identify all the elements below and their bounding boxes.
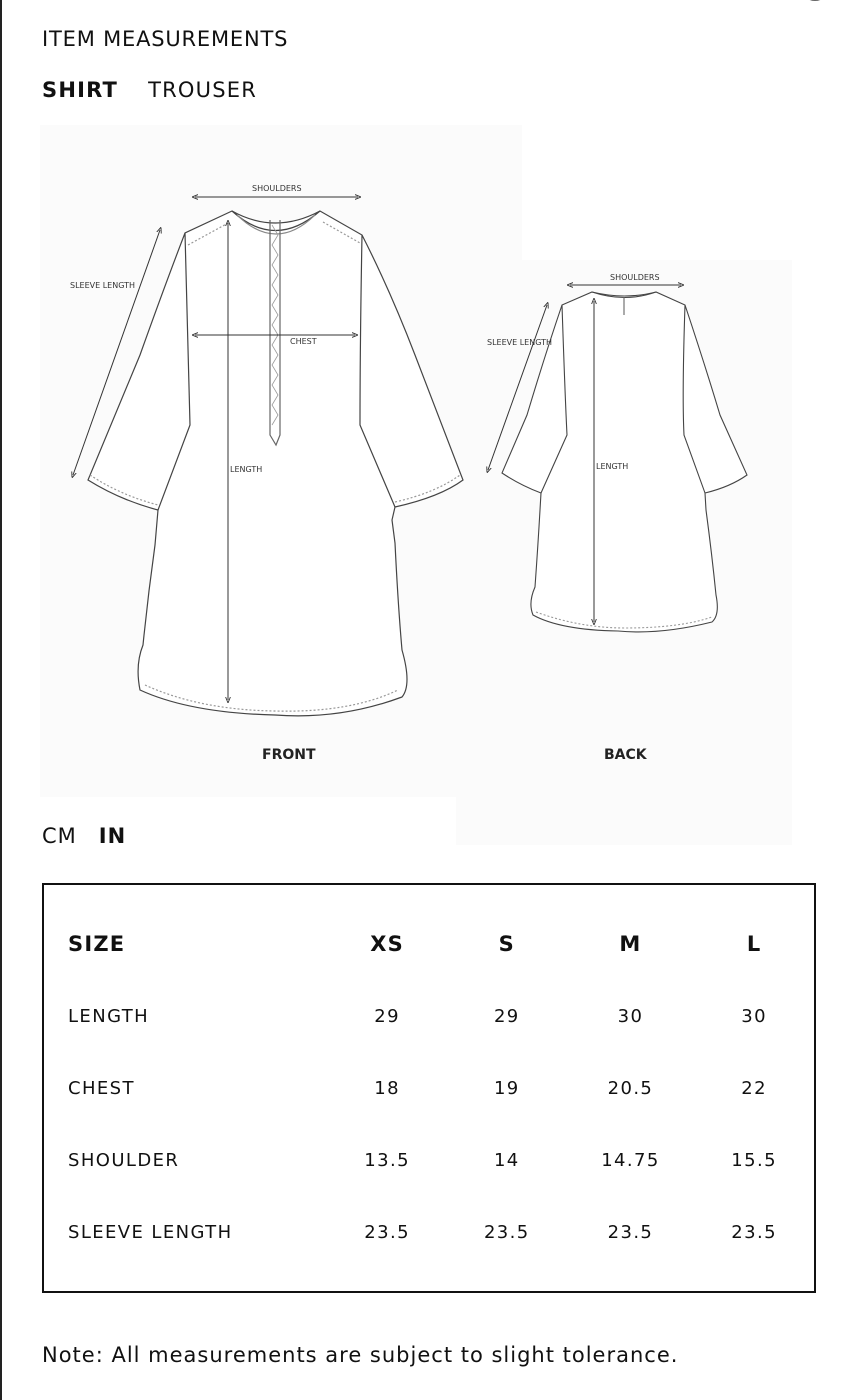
table-cell: 30 bbox=[741, 1005, 767, 1027]
row-label: SHOULDER bbox=[68, 1149, 180, 1171]
garment-sketch bbox=[40, 125, 796, 797]
back-shoulders-label: SHOULDERS bbox=[610, 273, 660, 282]
back-caption: BACK bbox=[604, 747, 647, 763]
unit-cm[interactable]: CM bbox=[42, 824, 77, 848]
table-cell: 29 bbox=[374, 1005, 400, 1027]
table-cell: 20.5 bbox=[607, 1077, 654, 1099]
size-chart bbox=[42, 883, 816, 1293]
column-header: S bbox=[498, 932, 515, 956]
table-cell: 23.5 bbox=[483, 1221, 530, 1243]
table-row bbox=[68, 980, 814, 1052]
back-sleeve-length-label: SLEEVE LENGTH bbox=[487, 338, 553, 347]
table-cell: 22 bbox=[741, 1077, 767, 1099]
unit-toggle bbox=[42, 824, 126, 848]
column-header: SIZE bbox=[68, 932, 126, 956]
table-row bbox=[68, 1052, 814, 1124]
size-table bbox=[68, 908, 814, 1268]
garment-tabs bbox=[42, 78, 257, 102]
table-cell: 15.5 bbox=[731, 1149, 777, 1171]
front-length-label: LENGTH bbox=[230, 465, 263, 474]
row-label: SLEEVE LENGTH bbox=[68, 1221, 233, 1243]
row-label: CHEST bbox=[68, 1077, 135, 1099]
table-header-row bbox=[68, 908, 814, 980]
front-sleeve-length-label: SLEEVE LENGTH bbox=[70, 281, 136, 290]
table-cell: 18 bbox=[374, 1077, 400, 1099]
table-cell: 23.5 bbox=[731, 1221, 777, 1243]
table-cell: 29 bbox=[493, 1005, 520, 1027]
measurement-diagram bbox=[40, 125, 796, 797]
table-cell: 14.75 bbox=[601, 1149, 660, 1171]
table-cell: 23.5 bbox=[364, 1221, 410, 1243]
table-cell: 30 bbox=[617, 1005, 644, 1027]
close-icon[interactable] bbox=[800, 0, 830, 4]
table-cell: 19 bbox=[493, 1077, 520, 1099]
back-length-label: LENGTH bbox=[596, 462, 629, 471]
tolerance-note: Note: All measurements are subject to slight tolerance. bbox=[42, 1343, 679, 1367]
table-row bbox=[68, 1124, 814, 1196]
unit-in[interactable]: IN bbox=[98, 824, 127, 848]
table-cell: 13.5 bbox=[364, 1149, 410, 1171]
tab-trouser[interactable]: TROUSER bbox=[148, 78, 257, 102]
front-shirt-sketch bbox=[88, 211, 463, 716]
column-header: L bbox=[746, 932, 762, 956]
row-label: LENGTH bbox=[68, 1005, 150, 1027]
table-cell: 14 bbox=[493, 1149, 520, 1171]
tab-shirt[interactable]: SHIRT bbox=[42, 78, 119, 102]
table-row bbox=[68, 1196, 814, 1268]
front-chest-label: CHEST bbox=[290, 337, 317, 346]
column-header: XS bbox=[370, 932, 404, 956]
front-caption: FRONT bbox=[262, 747, 316, 763]
page-title: ITEM MEASUREMENTS bbox=[42, 27, 289, 51]
table-cell: 23.5 bbox=[607, 1221, 654, 1243]
front-shoulders-label: SHOULDERS bbox=[252, 184, 302, 193]
column-header: M bbox=[619, 932, 642, 956]
left-edge-rule bbox=[0, 0, 2, 1400]
